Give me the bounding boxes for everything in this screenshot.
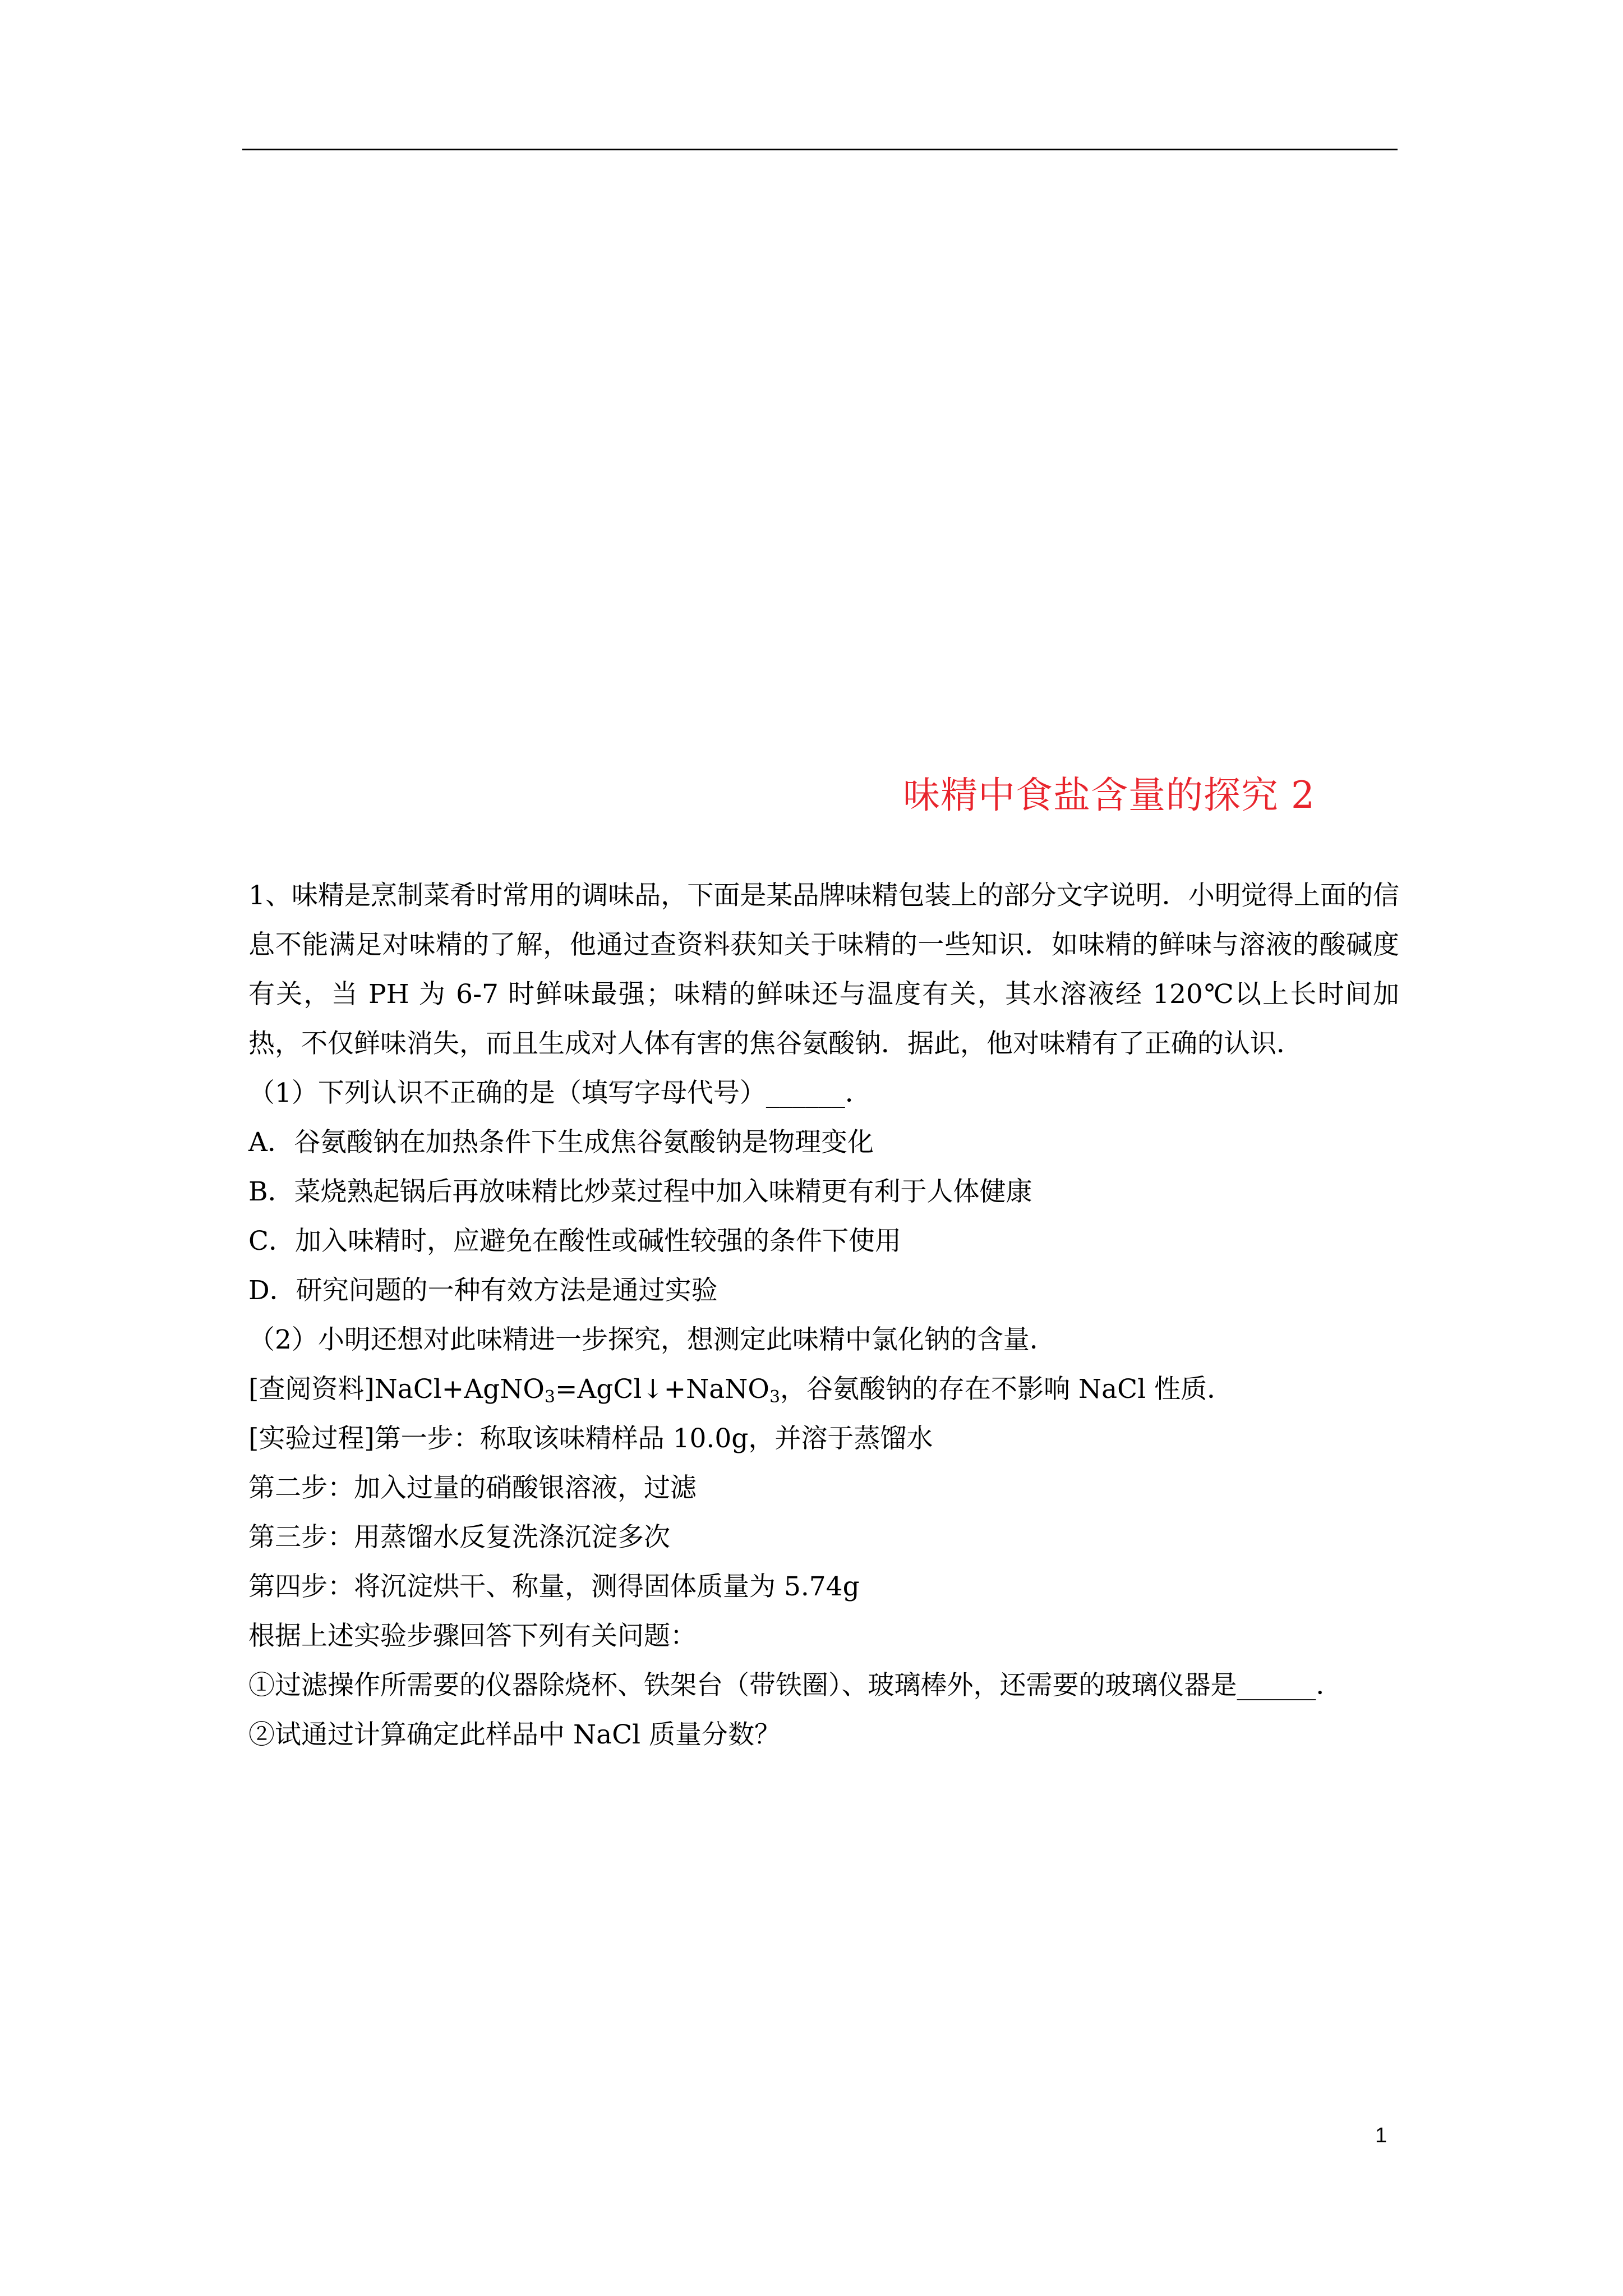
page-number: 1 — [1375, 2124, 1387, 2147]
reference-subscript-1: 3 — [544, 1387, 555, 1407]
step-1: [实验过程]第一步：称取该味精样品 10.0g，并溶于蒸馏水 — [248, 1423, 933, 1454]
option-c: C．加入味精时，应避免在酸性或碱性较强的条件下使用 — [248, 1226, 901, 1257]
question-2: （2）小明还想对此味精进一步探究，想测定此味精中氯化钠的含量． — [248, 1324, 1056, 1355]
answer-prompt: 根据上述实验步骤回答下列有关问题： — [248, 1621, 697, 1651]
step-3: 第三步：用蒸馏水反复洗涤沉淀多次 — [248, 1522, 670, 1553]
sub-question-1: ①过滤操作所需要的仪器除烧杯、铁架台（带铁圈）、玻璃棒外，还需要的玻璃仪器是______． — [248, 1670, 1343, 1701]
reference-prefix: [查阅资料]NaCl+AgNO — [248, 1374, 545, 1405]
step-2: 第二步：加入过量的硝酸银溶液，过滤 — [248, 1473, 697, 1503]
header-rule — [242, 149, 1398, 150]
step-4: 第四步：将沉淀烘干、称量，测得固体质量为 5.74g — [248, 1571, 860, 1602]
intro-paragraph: 1、味精是烹制菜肴时常用的调味品，下面是某品牌味精包装上的部分文字说明．小明觉得上面的信息不能满足对味精的了解，他通过查资料获知关于味精的一些知识．如味精的鲜味与溶液的酸碱度有关，当 PH 为 6-7 时鲜味最强；味精的鲜味还与温度有关，其水溶液经 120℃以上长时间加热，不仅鲜味消失，而且生成对人体有害的焦谷氨酸钠．据此，他对味精有了正确的认识． — [248, 880, 1399, 1059]
option-d: D．研究问题的一种有效方法是通过实验 — [248, 1275, 718, 1306]
question-1: （1）下列认识不正确的是（填写字母代号）______． — [248, 1078, 872, 1108]
option-a: A．谷氨酸钠在加热条件下生成焦谷氨酸钠是物理变化 — [248, 1127, 874, 1158]
reference-middle: =AgCl↓+NaNO — [555, 1374, 769, 1405]
reference-line — [248, 1365, 1399, 1414]
reference-suffix: ，谷氨酸钠的存在不影响 NaCl 性质． — [780, 1374, 1234, 1405]
option-b: B．菜烧熟起锅后再放味精比炒菜过程中加入味精更有利于人体健康 — [248, 1176, 1032, 1207]
reference-subscript-2: 3 — [769, 1387, 781, 1407]
document-title: 味精中食盐含量的探究 2 — [903, 774, 1315, 817]
sub-question-2: ②试通过计算确定此样品中 NaCl 质量分数？ — [248, 1719, 781, 1750]
document-body — [248, 871, 1399, 1760]
